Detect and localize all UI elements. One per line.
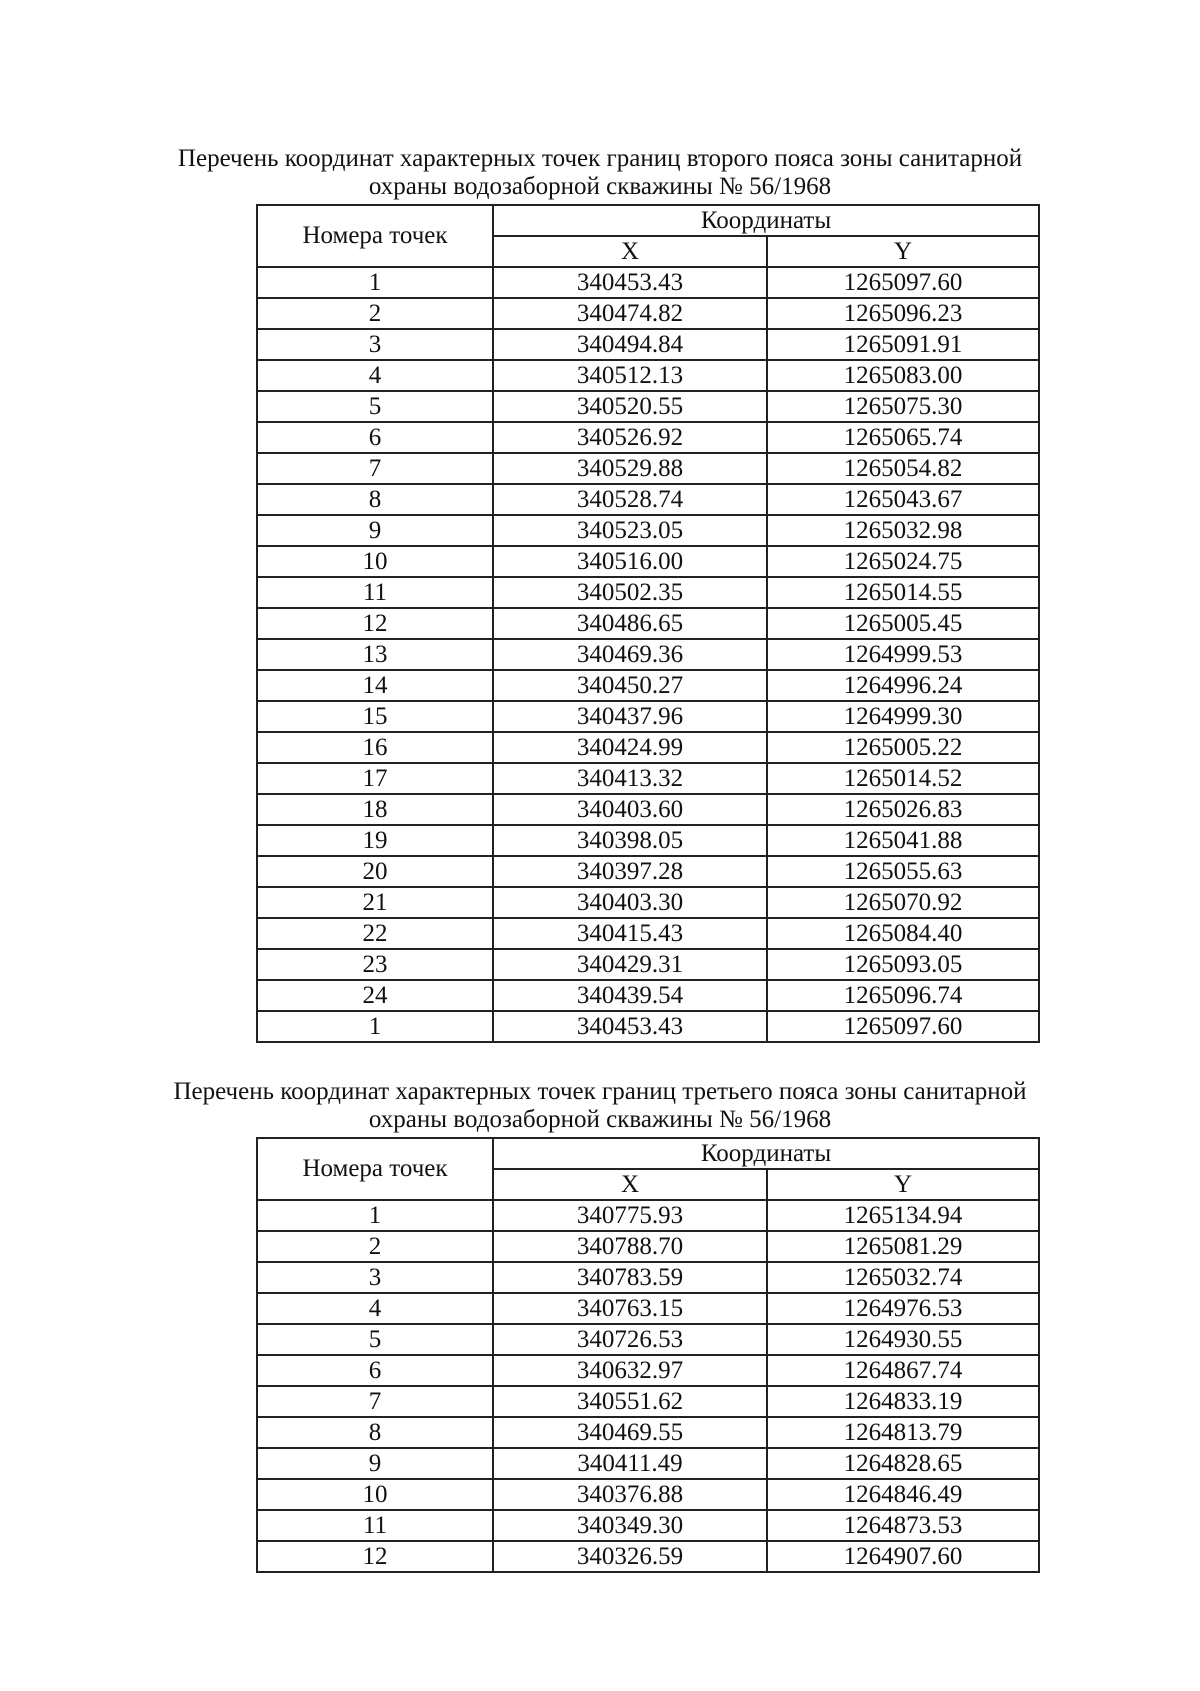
x-coordinate-cell: 340494.84	[493, 329, 767, 360]
point-number-cell: 16	[257, 732, 493, 763]
point-number-cell: 10	[257, 546, 493, 577]
table-row	[257, 825, 1039, 856]
x-coordinate-cell: 340429.31	[493, 949, 767, 980]
y-coordinate-cell: 1265041.88	[767, 825, 1039, 856]
point-number-cell: 9	[257, 1448, 493, 1479]
table-row	[257, 887, 1039, 918]
x-coordinate-cell: 340411.49	[493, 1448, 767, 1479]
y-coordinate-cell: 1265065.74	[767, 422, 1039, 453]
x-coordinate-cell: 340424.99	[493, 732, 767, 763]
table-row	[257, 422, 1039, 453]
table-row	[257, 391, 1039, 422]
y-coordinate-cell: 1265026.83	[767, 794, 1039, 825]
y-coordinate-cell: 1265005.22	[767, 732, 1039, 763]
y-coordinate-cell: 1265032.74	[767, 1262, 1039, 1293]
header-y: Y	[767, 1169, 1039, 1200]
table-row	[257, 1293, 1039, 1324]
x-coordinate-cell: 340413.32	[493, 763, 767, 794]
header-x: X	[493, 236, 767, 267]
x-coordinate-cell: 340398.05	[493, 825, 767, 856]
header-coordinates: Координаты	[493, 1138, 1039, 1169]
table-row	[257, 639, 1039, 670]
coordinates-table-second-belt	[256, 204, 1040, 1043]
x-coordinate-cell: 340788.70	[493, 1231, 767, 1262]
x-coordinate-cell: 340551.62	[493, 1386, 767, 1417]
y-coordinate-cell: 1265070.92	[767, 887, 1039, 918]
point-number-cell: 20	[257, 856, 493, 887]
y-coordinate-cell: 1265096.23	[767, 298, 1039, 329]
y-coordinate-cell: 1265081.29	[767, 1231, 1039, 1262]
table-body	[257, 267, 1039, 1042]
y-coordinate-cell: 1264976.53	[767, 1293, 1039, 1324]
point-number-cell: 12	[257, 608, 493, 639]
header-y: Y	[767, 236, 1039, 267]
y-coordinate-cell: 1264873.53	[767, 1510, 1039, 1541]
table-row	[257, 1262, 1039, 1293]
table-row	[257, 484, 1039, 515]
x-coordinate-cell: 340726.53	[493, 1324, 767, 1355]
point-number-cell: 8	[257, 484, 493, 515]
table-row	[257, 577, 1039, 608]
x-coordinate-cell: 340376.88	[493, 1479, 767, 1510]
y-coordinate-cell: 1264999.30	[767, 701, 1039, 732]
x-coordinate-cell: 340469.36	[493, 639, 767, 670]
table-row	[257, 1324, 1039, 1355]
point-number-cell: 11	[257, 1510, 493, 1541]
header-x: X	[493, 1169, 767, 1200]
y-coordinate-cell: 1265091.91	[767, 329, 1039, 360]
y-coordinate-cell: 1265043.67	[767, 484, 1039, 515]
y-coordinate-cell: 1264930.55	[767, 1324, 1039, 1355]
point-number-cell: 23	[257, 949, 493, 980]
point-number-cell: 6	[257, 422, 493, 453]
point-number-cell: 10	[257, 1479, 493, 1510]
x-coordinate-cell: 340486.65	[493, 608, 767, 639]
point-number-cell: 17	[257, 763, 493, 794]
table-row	[257, 1448, 1039, 1479]
x-coordinate-cell: 340526.92	[493, 422, 767, 453]
y-coordinate-cell: 1265024.75	[767, 546, 1039, 577]
y-coordinate-cell: 1264813.79	[767, 1417, 1039, 1448]
x-coordinate-cell: 340349.30	[493, 1510, 767, 1541]
x-coordinate-cell: 340437.96	[493, 701, 767, 732]
table-row	[257, 546, 1039, 577]
table-row	[257, 701, 1039, 732]
table-row	[257, 1541, 1039, 1572]
header-point-numbers: Номера точек	[257, 205, 493, 267]
table-row	[257, 732, 1039, 763]
table-row	[257, 298, 1039, 329]
table-row	[257, 670, 1039, 701]
y-coordinate-cell: 1264907.60	[767, 1541, 1039, 1572]
y-coordinate-cell: 1265014.55	[767, 577, 1039, 608]
x-coordinate-cell: 340763.15	[493, 1293, 767, 1324]
point-number-cell: 11	[257, 577, 493, 608]
table-row	[257, 1417, 1039, 1448]
table-row	[257, 1231, 1039, 1262]
y-coordinate-cell: 1264833.19	[767, 1386, 1039, 1417]
table-row	[257, 267, 1039, 298]
table-row	[257, 453, 1039, 484]
y-coordinate-cell: 1264996.24	[767, 670, 1039, 701]
point-number-cell: 22	[257, 918, 493, 949]
point-number-cell: 5	[257, 391, 493, 422]
x-coordinate-cell: 340520.55	[493, 391, 767, 422]
point-number-cell: 24	[257, 980, 493, 1011]
x-coordinate-cell: 340632.97	[493, 1355, 767, 1386]
table-row	[257, 515, 1039, 546]
point-number-cell: 5	[257, 1324, 493, 1355]
table-row	[257, 856, 1039, 887]
point-number-cell: 1	[257, 267, 493, 298]
title-line-2: охраны водозаборной скважины № 56/1968	[368, 173, 832, 200]
table-row	[257, 949, 1039, 980]
y-coordinate-cell: 1265032.98	[767, 515, 1039, 546]
x-coordinate-cell: 340453.43	[493, 267, 767, 298]
x-coordinate-cell: 340397.28	[493, 856, 767, 887]
x-coordinate-cell: 340439.54	[493, 980, 767, 1011]
point-number-cell: 4	[257, 360, 493, 391]
x-coordinate-cell: 340512.13	[493, 360, 767, 391]
x-coordinate-cell: 340403.30	[493, 887, 767, 918]
title-line-1: Перечень координат характерных точек границ второго пояса зоны санитарной	[177, 145, 1023, 172]
y-coordinate-cell: 1265097.60	[767, 1011, 1039, 1042]
header-coordinates: Координаты	[493, 205, 1039, 236]
table-row	[257, 1479, 1039, 1510]
x-coordinate-cell: 340775.93	[493, 1200, 767, 1231]
section-title-second-belt	[0, 145, 1200, 201]
title-line-2: охраны водозаборной скважины № 56/1968	[368, 1106, 832, 1133]
x-coordinate-cell: 340453.43	[493, 1011, 767, 1042]
x-coordinate-cell: 340469.55	[493, 1417, 767, 1448]
table-row	[257, 1011, 1039, 1042]
y-coordinate-cell: 1265075.30	[767, 391, 1039, 422]
point-number-cell: 15	[257, 701, 493, 732]
coordinates-table-third-belt	[256, 1137, 1040, 1573]
point-number-cell: 3	[257, 1262, 493, 1293]
header-point-numbers: Номера точек	[257, 1138, 493, 1200]
point-number-cell: 1	[257, 1011, 493, 1042]
y-coordinate-cell: 1265054.82	[767, 453, 1039, 484]
table-row	[257, 329, 1039, 360]
y-coordinate-cell: 1265084.40	[767, 918, 1039, 949]
x-coordinate-cell: 340523.05	[493, 515, 767, 546]
table-row	[257, 794, 1039, 825]
x-coordinate-cell: 340403.60	[493, 794, 767, 825]
x-coordinate-cell: 340326.59	[493, 1541, 767, 1572]
table-row	[257, 1386, 1039, 1417]
table-row	[257, 1355, 1039, 1386]
table-row	[257, 360, 1039, 391]
x-coordinate-cell: 340529.88	[493, 453, 767, 484]
x-coordinate-cell: 340516.00	[493, 546, 767, 577]
point-number-cell: 4	[257, 1293, 493, 1324]
point-number-cell: 1	[257, 1200, 493, 1231]
point-number-cell: 21	[257, 887, 493, 918]
table-row	[257, 1200, 1039, 1231]
point-number-cell: 12	[257, 1541, 493, 1572]
y-coordinate-cell: 1265014.52	[767, 763, 1039, 794]
point-number-cell: 3	[257, 329, 493, 360]
point-number-cell: 2	[257, 298, 493, 329]
x-coordinate-cell: 340474.82	[493, 298, 767, 329]
table-body	[257, 1200, 1039, 1572]
x-coordinate-cell: 340528.74	[493, 484, 767, 515]
y-coordinate-cell: 1265097.60	[767, 267, 1039, 298]
table-row	[257, 1510, 1039, 1541]
y-coordinate-cell: 1264828.65	[767, 1448, 1039, 1479]
point-number-cell: 2	[257, 1231, 493, 1262]
x-coordinate-cell: 340450.27	[493, 670, 767, 701]
table-row	[257, 763, 1039, 794]
x-coordinate-cell: 340783.59	[493, 1262, 767, 1293]
y-coordinate-cell: 1264867.74	[767, 1355, 1039, 1386]
y-coordinate-cell: 1265055.63	[767, 856, 1039, 887]
point-number-cell: 13	[257, 639, 493, 670]
x-coordinate-cell: 340502.35	[493, 577, 767, 608]
point-number-cell: 18	[257, 794, 493, 825]
y-coordinate-cell: 1264999.53	[767, 639, 1039, 670]
y-coordinate-cell: 1265093.05	[767, 949, 1039, 980]
y-coordinate-cell: 1265005.45	[767, 608, 1039, 639]
point-number-cell: 19	[257, 825, 493, 856]
table-row	[257, 980, 1039, 1011]
y-coordinate-cell: 1265096.74	[767, 980, 1039, 1011]
section-title-third-belt	[0, 1078, 1200, 1134]
title-line-1: Перечень координат характерных точек границ третьего пояса зоны санитарной	[173, 1078, 1027, 1105]
table-row	[257, 918, 1039, 949]
x-coordinate-cell: 340415.43	[493, 918, 767, 949]
y-coordinate-cell: 1265134.94	[767, 1200, 1039, 1231]
point-number-cell: 7	[257, 453, 493, 484]
point-number-cell: 7	[257, 1386, 493, 1417]
y-coordinate-cell: 1264846.49	[767, 1479, 1039, 1510]
y-coordinate-cell: 1265083.00	[767, 360, 1039, 391]
point-number-cell: 9	[257, 515, 493, 546]
table-row	[257, 608, 1039, 639]
point-number-cell: 8	[257, 1417, 493, 1448]
point-number-cell: 14	[257, 670, 493, 701]
point-number-cell: 6	[257, 1355, 493, 1386]
